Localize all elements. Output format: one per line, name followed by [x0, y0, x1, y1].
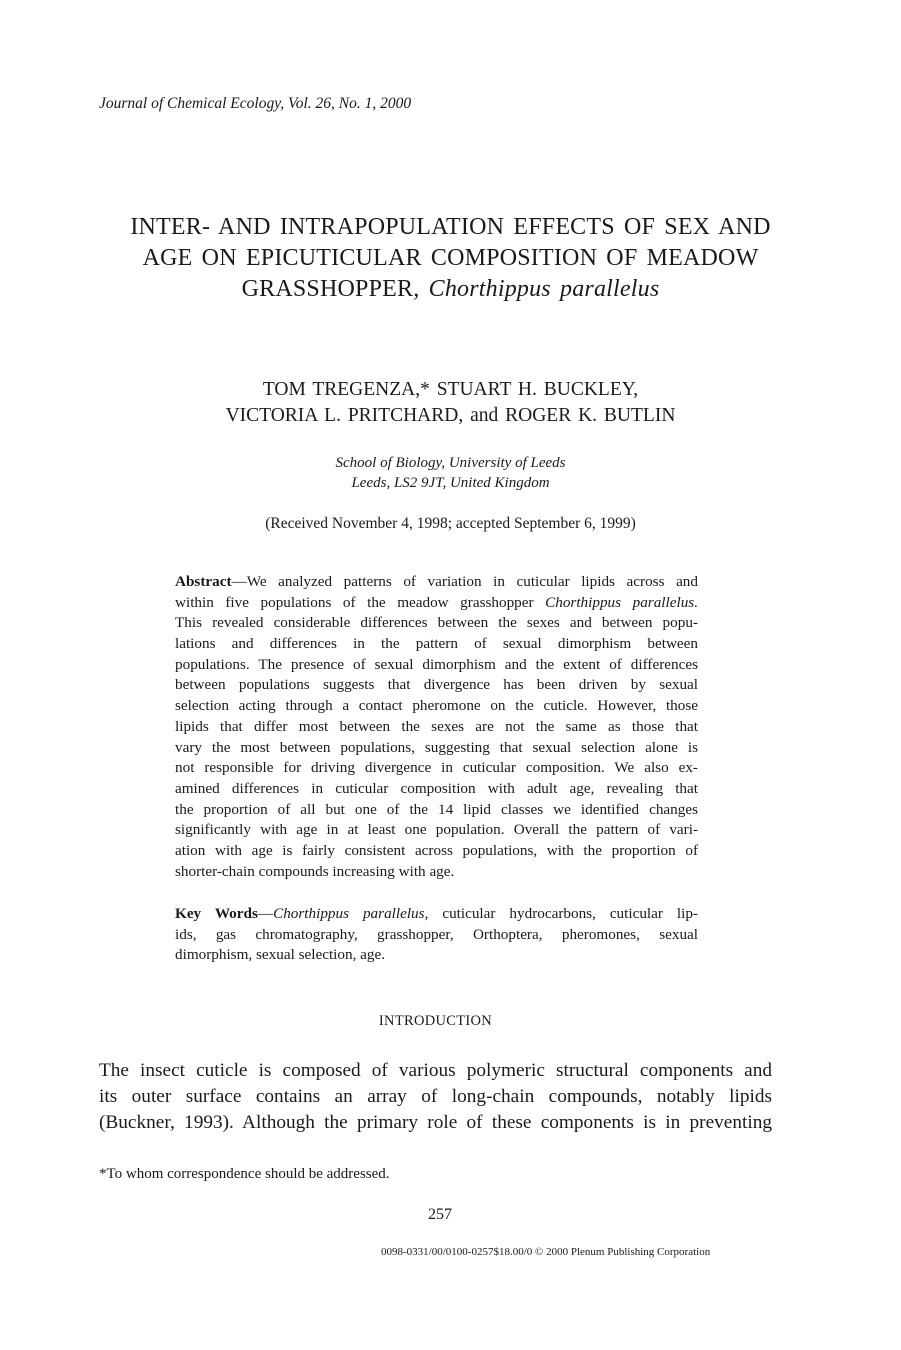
keywords-line-1	[175, 904, 698, 925]
authors-line-2: VICTORIA L. PRITCHARD, and ROGER K. BUTLIN	[225, 405, 676, 426]
body-line: (Buckner, 1993). Although the primary role of these components is in preventing	[99, 1112, 772, 1133]
title-species: Chorthippus parallelus	[428, 276, 660, 302]
abstract-line: populations. The presence of sexual dimorphism and the extent of differences	[175, 655, 698, 673]
abstract-line: lipids that differ most between the sexes are not the same as those that	[175, 717, 698, 735]
abstract	[175, 572, 698, 882]
abstract-line: lations and differences in the pattern of sexual dimorphism between	[175, 635, 698, 653]
affiliation	[60, 453, 841, 493]
abstract-line: amined differences in cuticular composition with adult age, revealing that	[175, 779, 698, 797]
abstract-line	[175, 593, 698, 614]
abstract-label: Abstract	[175, 573, 232, 590]
abstract-line: ation with age is fairly consistent across populations, with the proportion of	[175, 841, 698, 859]
key-words	[175, 904, 698, 966]
abstract-line: the proportion of all but one of the 14 lipid classes we identified changes	[175, 800, 698, 818]
keywords-line-3: dimorphism, sexual selection, age.	[175, 946, 386, 964]
keywords-line-2: ids, gas chromatography, grasshopper, Orthoptera, pheromones, sexual	[175, 925, 698, 943]
abstract-species: Chorthippus parallelus.	[545, 593, 698, 611]
affiliation-line-2: Leeds, LS2 9JT, United Kingdom	[351, 475, 550, 491]
body-line: its outer surface contains an array of long-chain compounds, notably lipids	[99, 1086, 772, 1107]
copyright-line: 0098-0331/00/0100-0257$18.00/0 © 2000 Plenum Publishing Corporation	[381, 1246, 711, 1258]
article-title	[60, 212, 841, 305]
title-line-2: AGE ON EPICUTICULAR COMPOSITION OF MEADOW	[142, 245, 759, 271]
received-dates: (Received November 4, 1998; accepted September 6, 1999)	[265, 515, 636, 532]
section-heading-introduction: INTRODUCTION	[378, 1013, 493, 1029]
body-line: The insect cuticle is composed of various polymeric structural components and	[99, 1060, 772, 1081]
page-number: 257	[428, 1206, 452, 1223]
author-list	[60, 377, 841, 429]
body-paragraph	[99, 1058, 772, 1136]
authors-line-1: TOM TREGENZA,* STUART H. BUCKLEY,	[262, 379, 639, 400]
abstract-line: This revealed considerable differences between the sexes and between popu-	[175, 614, 698, 632]
title-line-3-prefix: GRASSHOPPER,	[241, 276, 429, 302]
abstract-line: vary the most between populations, suggesting that sexual selection alone is	[175, 738, 698, 756]
keywords-label: Key Words	[175, 905, 258, 922]
abstract-line-2-text: within five populations of the meadow grasshopper	[175, 593, 546, 611]
keywords-species: Chorthippus parallelus	[273, 905, 425, 922]
title-line-3	[60, 274, 841, 305]
abstract-line: selection acting through a contact pheromone on the cuticle. However, those	[175, 697, 698, 715]
abstract-line-1-text: We analyzed patterns of variation in cuticular lipids across and	[246, 573, 698, 590]
title-line-1: INTER- AND INTRAPOPULATION EFFECTS OF SEX AND	[130, 214, 771, 240]
abstract-line: shorter-chain compounds increasing with age.	[175, 862, 455, 880]
keywords-line-1-text: , cuticular hydrocarbons, cuticular lip-	[424, 905, 698, 922]
journal-header: Journal of Chemical Ecology, Vol. 26, No. 1, 2000	[99, 95, 412, 112]
abstract-dash: —	[231, 573, 247, 590]
abstract-line	[175, 572, 698, 593]
abstract-line: significantly with age in at least one population. Overall the pattern of vari-	[175, 821, 698, 839]
abstract-line: not responsible for driving divergence in cuticular composition. We also ex-	[175, 759, 698, 777]
affiliation-line-1: School of Biology, University of Leeds	[335, 455, 566, 471]
correspondence-footnote: *To whom correspondence should be addressed.	[99, 1166, 390, 1182]
abstract-line: between populations suggests that divergence has been driven by sexual	[175, 676, 698, 694]
keywords-dash: —	[257, 905, 274, 922]
